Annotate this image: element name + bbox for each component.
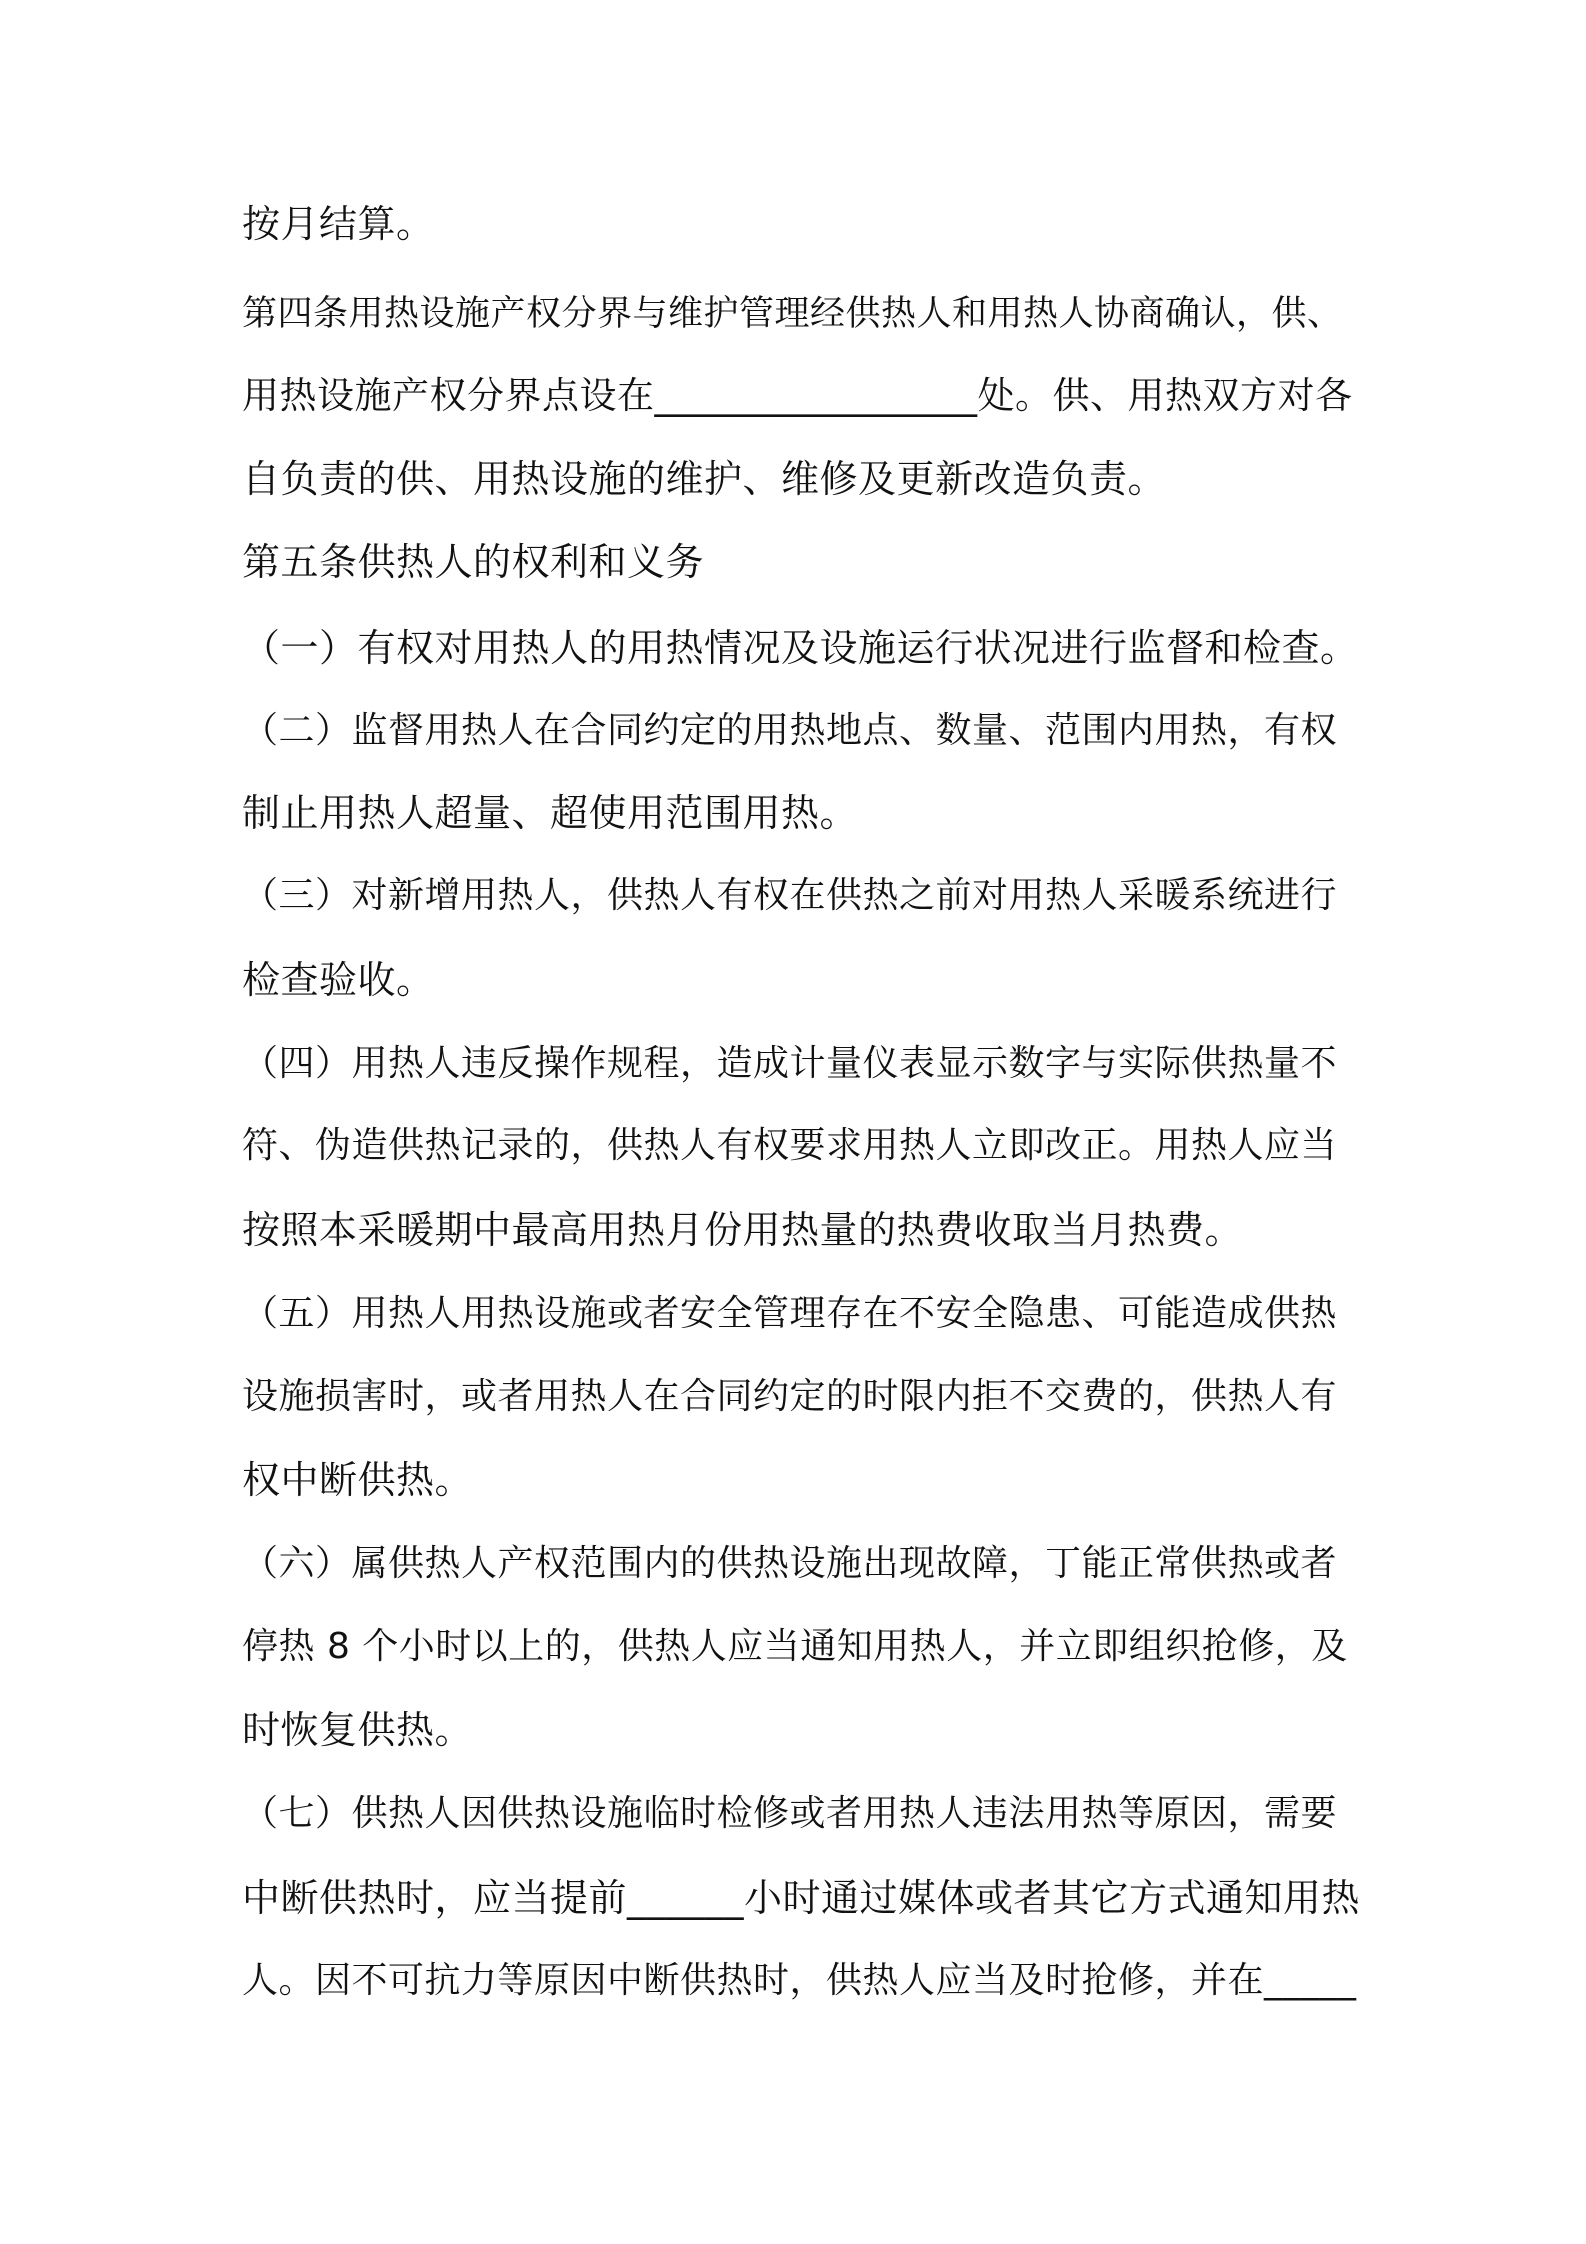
text-line: 第四条用热设施产权分界与维护管理经供热人和用热人协商确认，供、	[242, 294, 1343, 334]
text-line: 符、伪造供热记录的，供热人有权要求用热人立即改正。用热人应当	[242, 1125, 1338, 1166]
text-line: （六）属供热人产权范围内的供热设施出现故障，丁能正常供热或者	[242, 1543, 1338, 1584]
text-line: 停热 8 个小时以上的，供热人应当通知用热人，并立即组织抢修，及	[242, 1626, 1348, 1667]
text-line: （一）有权对用热人的用热情况及设施运行状况进行监督和检查。	[242, 626, 1359, 670]
text-line: （三）对新增用热人，供热人有权在供热之前对用热人采暖系统进行	[242, 875, 1338, 916]
text-line: 按照本采暖期中最高用热月份用热量的热费收取当月热费。	[242, 1208, 1244, 1252]
text-line: 第五条供热人的权利和义务	[242, 540, 705, 584]
text-line: 检查验收。	[242, 958, 435, 1002]
text-line: （二）监督用热人在合同约定的用热地点、数量、范围内用热，有权	[242, 710, 1338, 751]
text-line: 中断供热时，应当提前______小时通过媒体或者其它方式通知用热	[242, 1876, 1361, 1920]
text-line: 自负责的供、用热设施的维护、维修及更新改造负责。	[242, 457, 1167, 501]
text-line: （七）供热人因供热设施临时检修或者用热人违法用热等原因，需要	[242, 1793, 1338, 1834]
text-line: 按月结算。	[242, 202, 435, 246]
text-line: （四）用热人违反操作规程，造成计量仪表显示数字与实际供热量不	[242, 1043, 1338, 1084]
text-line: （五）用热人用热设施或者安全管理存在不安全隐患、可能造成供热	[242, 1293, 1338, 1334]
text-line: 人。因不可抗力等原因中断供热时，供热人应当及时抢修，并在_____	[242, 1960, 1357, 2001]
text-line: 设施损害时，或者用热人在合同约定的时限内拒不交费的，供热人有	[242, 1376, 1338, 1417]
text-line: 用热设施产权分界点设在_________________处。供、用热双方对各	[242, 374, 1353, 417]
text-line: 时恢复供热。	[242, 1708, 474, 1752]
text-line: 权中断供热。	[242, 1458, 474, 1502]
text-line: 制止用热人超量、超使用范围用热。	[242, 791, 859, 835]
